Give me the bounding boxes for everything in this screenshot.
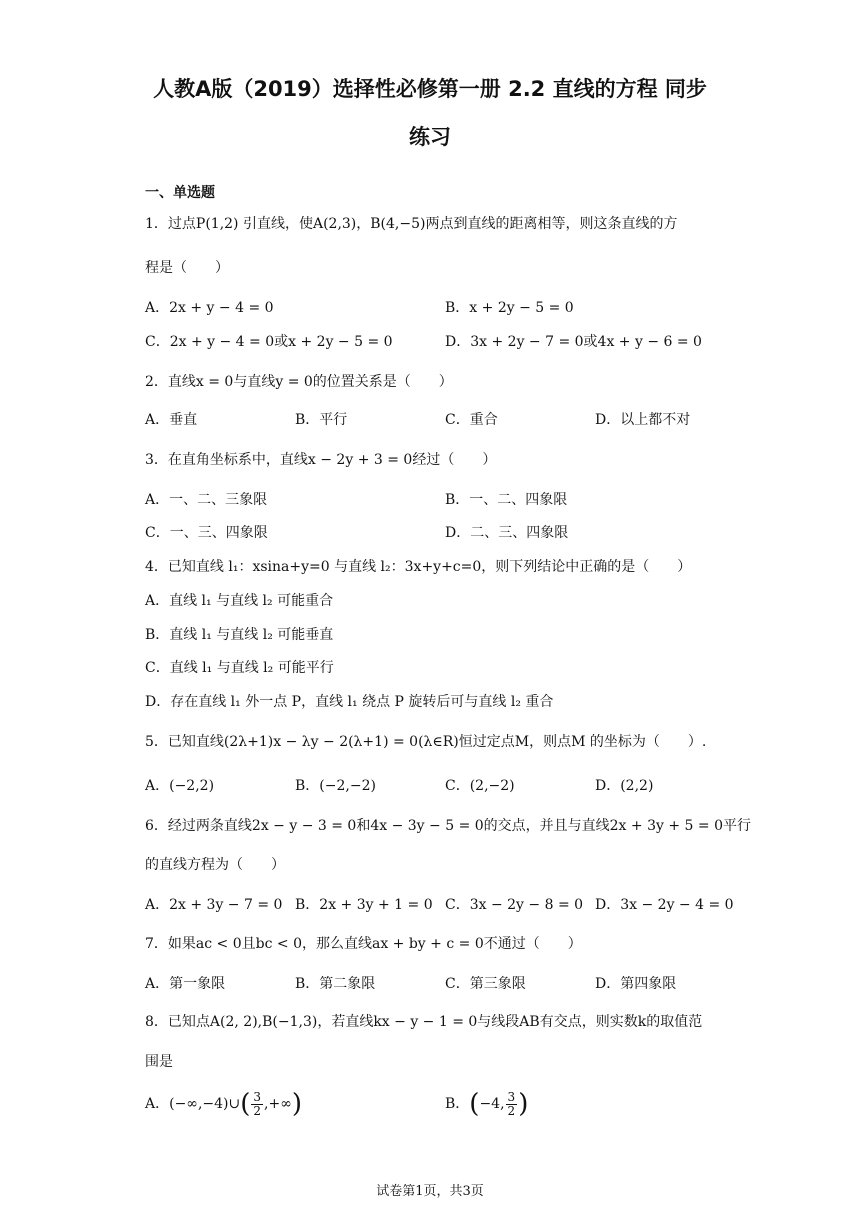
q6-option-a: A．2x + 3y − 7 = 0: [145, 897, 283, 913]
q8-option-b-numerator: 3: [507, 1089, 516, 1104]
q5-option-d: D．(2,2): [595, 778, 654, 794]
q2-option-d: D．以上都不对: [595, 412, 691, 428]
q8-option-b-denominator: 2: [507, 1103, 516, 1118]
q1-stem-line2: 程是（ ）: [145, 260, 229, 276]
q8-option-b-open-paren: (: [469, 1089, 480, 1119]
q8-option-a-prefix: A．(−∞,−4)∪: [145, 1096, 241, 1112]
q6-option-b: B．2x + 3y + 1 = 0: [295, 897, 433, 913]
q2-option-c: C．重合: [445, 412, 498, 428]
page-title-line1: 人教A版（2019）选择性必修第一册 2.2 直线的方程 同步: [153, 77, 707, 101]
q8-option-a-close-paren: ): [291, 1089, 303, 1119]
q4-stem: 4．已知直线 l₁：xsina+y=0 与直线 l₂：3x+y+c=0，则下列结论中正确的是（ ）: [145, 559, 692, 575]
q6-stem-line1: 6．经过两条直线2x − y − 3 = 0和4x − 3y − 5 = 0的交点，并且与直线2x + 3y + 5 = 0平行: [145, 818, 751, 834]
q6-option-d: D．3x − 2y − 4 = 0: [595, 897, 734, 913]
q5-stem: 5．已知直线(2λ+1)x − λy − 2(λ+1) = 0(λ∈R)恒过定点M，则点M 的坐标为（ ）.: [145, 734, 707, 750]
q8-option-b-left: −4,: [479, 1096, 505, 1112]
q7-stem: 7．如果ac < 0且bc < 0，那么直线ax + by + c = 0不通过（ ）: [145, 936, 582, 952]
q8-option-b: [445, 1084, 528, 1124]
q8-stem-line2: 围是: [145, 1054, 173, 1070]
q1-option-a: A．2x + y − 4 = 0: [145, 300, 274, 316]
q5-option-b: B．(−2,−2): [295, 778, 376, 794]
q2-option-b: B．平行: [295, 412, 348, 428]
q8-option-a: [145, 1084, 302, 1124]
q4-option-c: C．直线 l₁ 与直线 l₂ 可能平行: [145, 660, 334, 676]
q4-option-d: D．存在直线 l₁ 外一点 P，直线 l₁ 绕点 P 旋转后可与直线 l₂ 重合: [145, 694, 554, 710]
q1-stem-line1: 1．过点P(1,2) 引直线，使A(2,3)，B(4,−5)两点到直线的距离相等，则这条直线的方: [145, 216, 678, 232]
section-heading: 一、单选题: [145, 185, 215, 201]
q8-option-a-fraction: [251, 1091, 263, 1118]
q3-stem: 3．在直角坐标系中，直线x − 2y + 3 = 0经过（ ）: [145, 452, 497, 468]
q8-option-b-prefix: B．: [445, 1096, 470, 1112]
q3-option-a: A．一、二、三象限: [145, 492, 268, 508]
q4-option-b: B．直线 l₁ 与直线 l₂ 可能垂直: [145, 627, 334, 643]
q1-option-b: B．x + 2y − 5 = 0: [445, 300, 574, 316]
q1-option-d: D．3x + 2y − 7 = 0或4x + y − 6 = 0: [445, 334, 702, 350]
q8-option-b-close-paren: ): [518, 1089, 529, 1119]
q7-option-a: A．第一象限: [145, 976, 226, 992]
q8-option-b-fraction: [506, 1091, 518, 1118]
q7-option-d: D．第四象限: [595, 976, 677, 992]
q6-option-c: C．3x − 2y − 8 = 0: [445, 897, 584, 913]
page-title-line2: 练习: [409, 125, 451, 149]
q8-stem-line1: 8．已知点A(2, 2),B(−1,3)，若直线kx − y − 1 = 0与线段AB有交点，则实数k的取值范: [145, 1014, 703, 1030]
q3-option-c: C．一、三、四象限: [145, 525, 268, 541]
q8-option-a-denominator: 2: [253, 1103, 262, 1118]
q7-option-c: C．第三象限: [445, 976, 526, 992]
q2-stem: 2．直线x = 0与直线y = 0的位置关系是（ ）: [145, 374, 453, 390]
q8-option-a-suffix: ,+∞: [264, 1096, 292, 1112]
q3-option-d: D．二、三、四象限: [445, 525, 569, 541]
q7-option-b: B．第二象限: [295, 976, 376, 992]
q6-stem-line2: 的直线方程为（ ）: [145, 857, 285, 873]
q5-option-a: A．(−2,2): [145, 778, 215, 794]
q4-option-a: A．直线 l₁ 与直线 l₂ 可能重合: [145, 593, 334, 609]
q3-option-b: B．一、二、四象限: [445, 492, 568, 508]
page-footer: 试卷第1页，共3页: [376, 1184, 484, 1199]
q2-option-a: A．垂直: [145, 412, 198, 428]
q8-option-a-numerator: 3: [253, 1089, 262, 1104]
q1-option-c: C．2x + y − 4 = 0或x + 2y − 5 = 0: [145, 334, 393, 350]
q8-option-a-open-paren: (: [240, 1089, 251, 1119]
q5-option-c: C．(2,−2): [445, 778, 515, 794]
